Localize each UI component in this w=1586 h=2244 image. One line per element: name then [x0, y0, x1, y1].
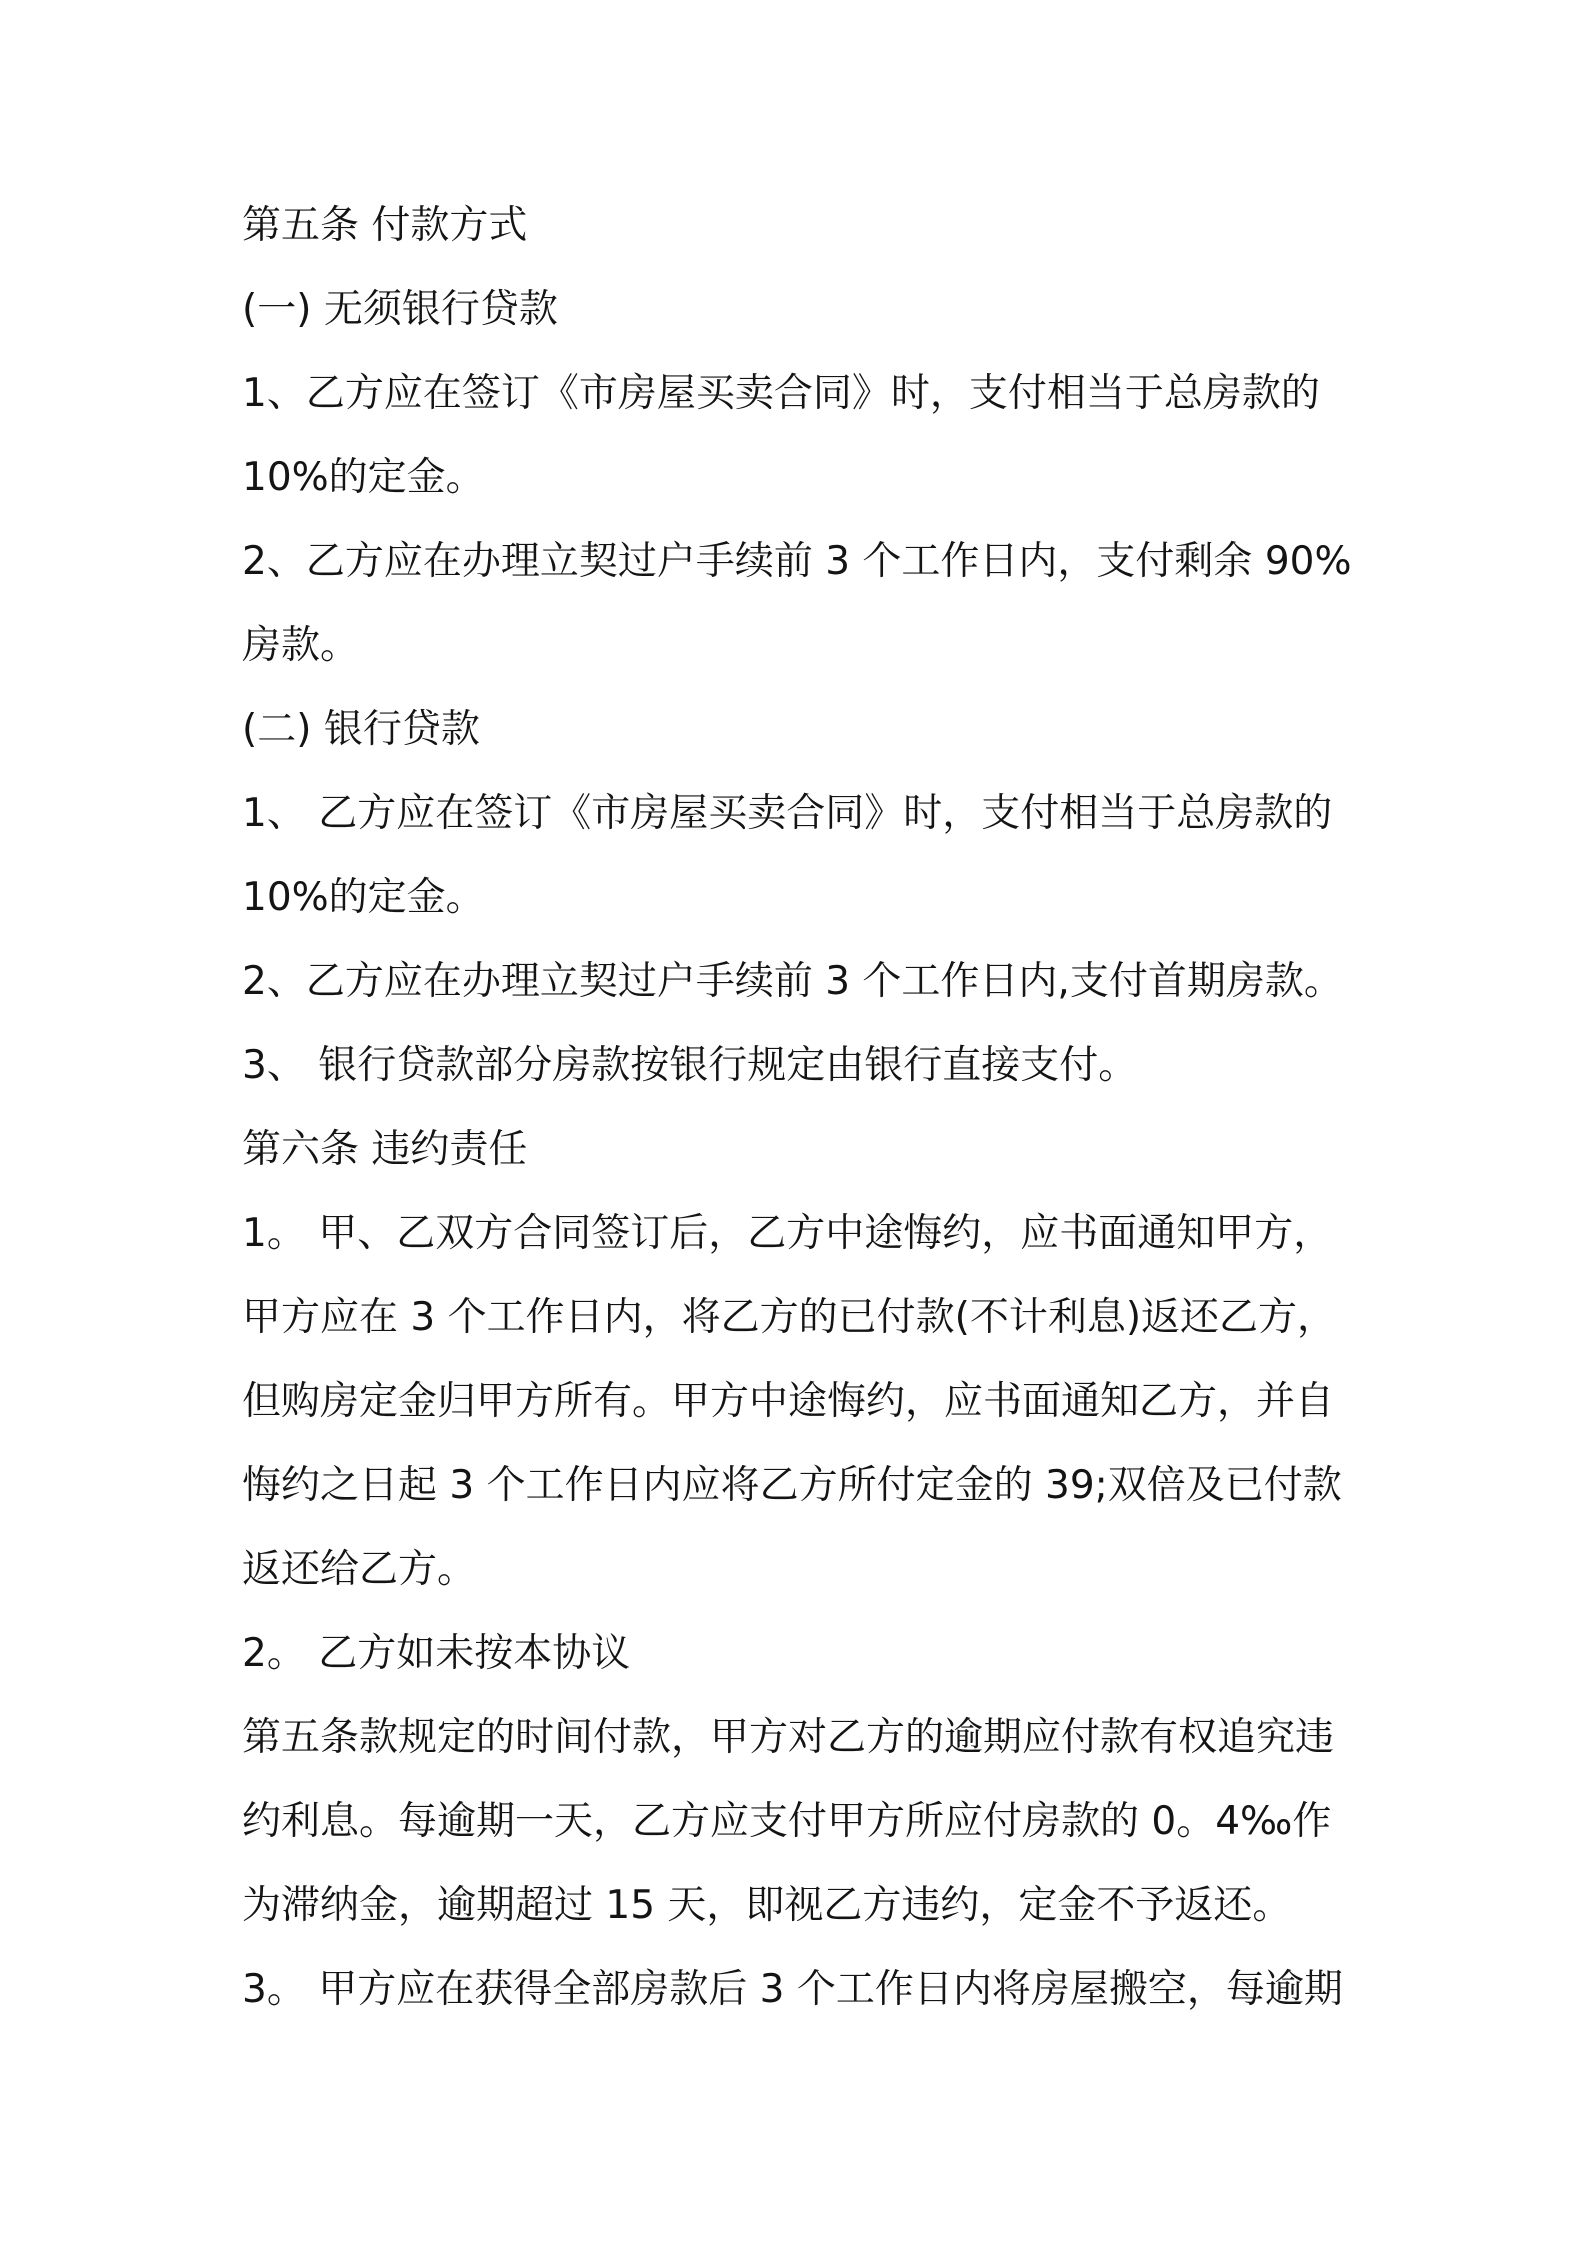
text-line: 1、 乙方应在签订《市房屋买卖合同》时，支付相当于总房款的 [242, 791, 1333, 836]
text-line: 约利息。每逾期一天，乙方应支付甲方所应付房款的 0。4‰作 [242, 1799, 1332, 1844]
text-line: 但购房定金归甲方所有。甲方中途悔约，应书面通知乙方，并自 [242, 1379, 1335, 1424]
text-line: 3。 甲方应在获得全部房款后 3 个工作日内将房屋搬空，每逾期 [242, 1967, 1343, 2012]
text-line: 甲方应在 3 个工作日内，将乙方的已付款(不计利息)返还乙方， [242, 1295, 1337, 1340]
text-line: 10%的定金。 [242, 875, 485, 920]
text-line: 返还给乙方。 [242, 1547, 477, 1592]
subheading-no-loan: (一) 无须银行贷款 [242, 287, 558, 332]
text-line: 第五条款规定的时间付款，甲方对乙方的逾期应付款有权追究违 [242, 1715, 1335, 1760]
text-line: 2。 乙方如未按本协议 [242, 1631, 631, 1676]
section-heading-payment: 第五条 付款方式 [242, 203, 528, 248]
text-line: 1、乙方应在签订《市房屋买卖合同》时，支付相当于总房款的 [242, 371, 1320, 416]
subheading-bank-loan: (二) 银行贷款 [242, 707, 480, 752]
text-line: 为滞纳金，逾期超过 15 天，即视乙方违约，定金不予返还。 [242, 1883, 1292, 1928]
text-line: 2、乙方应在办理立契过户手续前 3 个工作日内,支付首期房款。 [242, 959, 1343, 1004]
text-line: 悔约之日起 3 个工作日内应将乙方所付定金的 39;双倍及已付款 [242, 1463, 1342, 1508]
text-line: 1。 甲、乙双方合同签订后，乙方中途悔约，应书面通知甲方， [242, 1211, 1333, 1256]
section-heading-liability: 第六条 违约责任 [242, 1127, 528, 1172]
text-line: 房款。 [242, 623, 360, 668]
text-line: 3、 银行贷款部分房款按银行规定由银行直接支付。 [242, 1043, 1138, 1088]
text-line: 2、乙方应在办理立契过户手续前 3 个工作日内，支付剩余 90% [242, 539, 1352, 584]
text-line: 10%的定金。 [242, 455, 485, 500]
